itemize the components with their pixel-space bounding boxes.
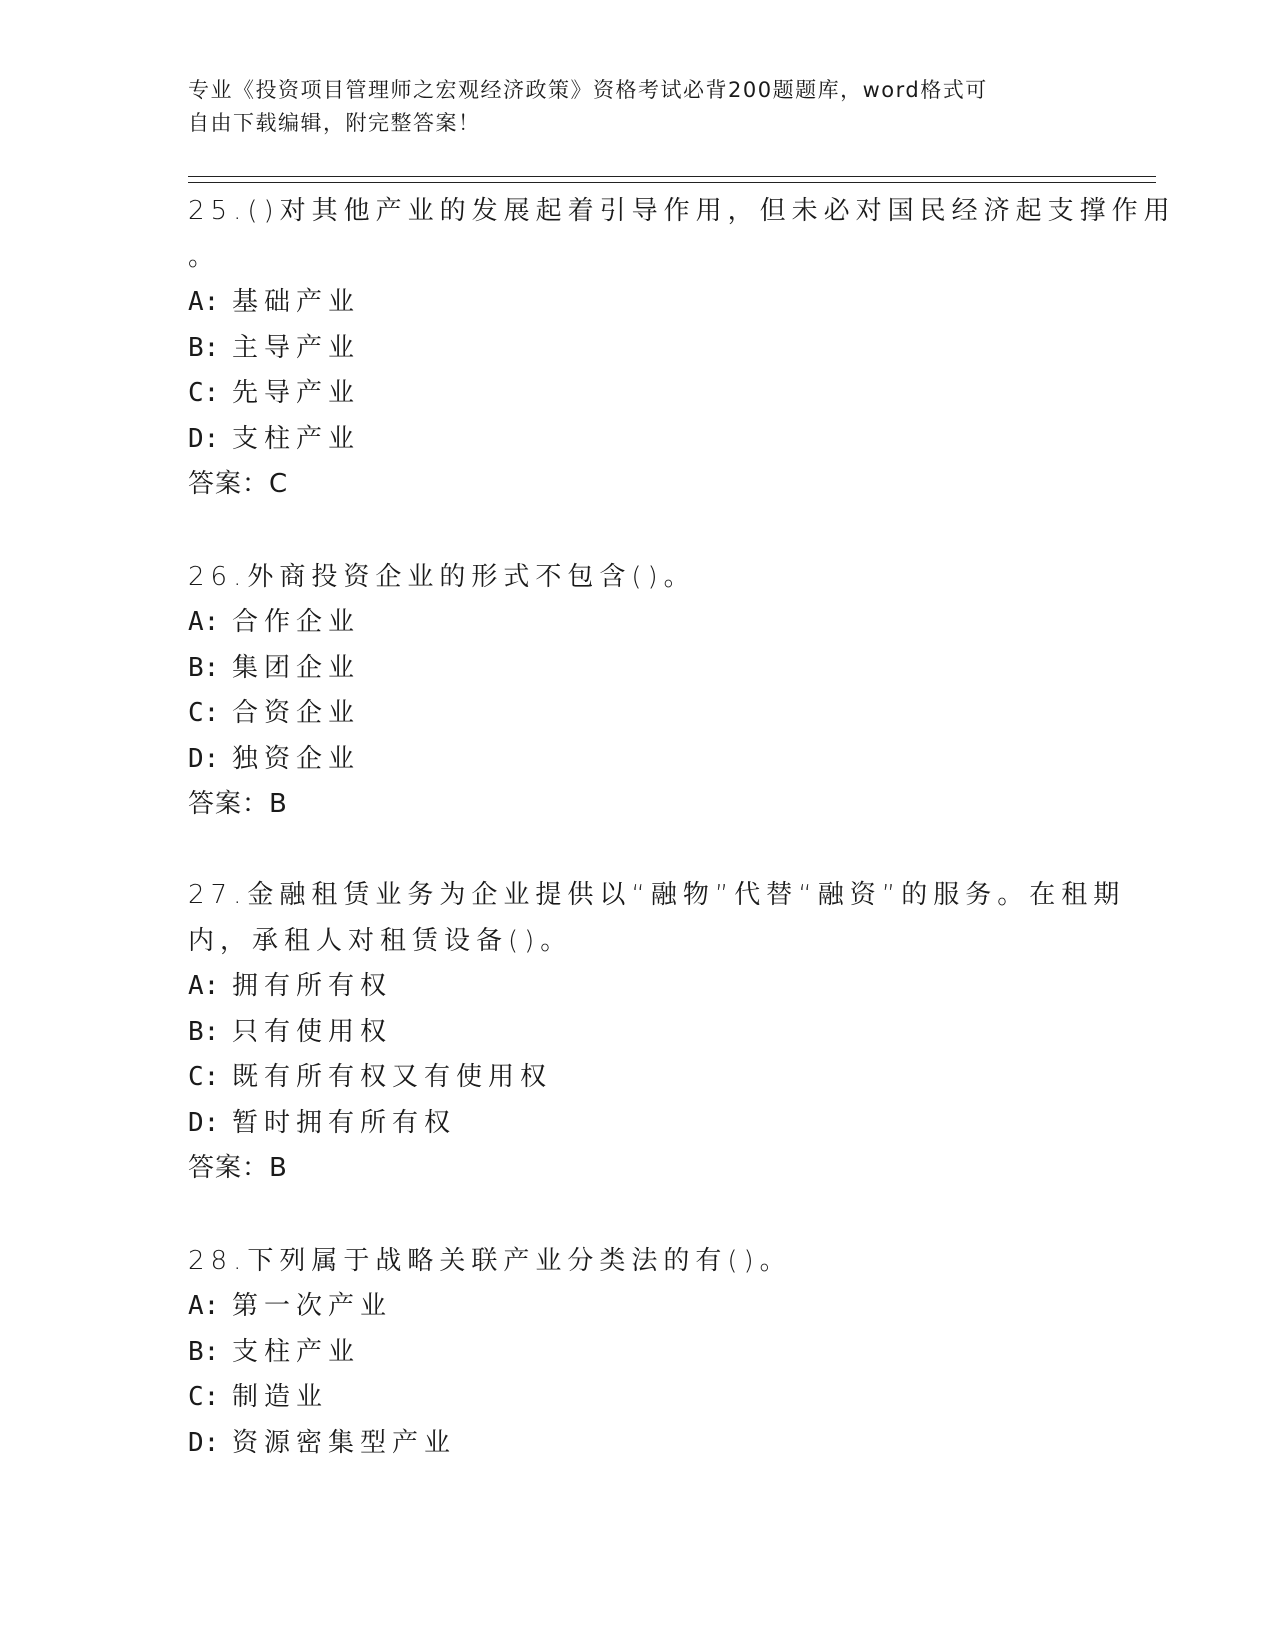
- option-text: 独资企业: [232, 743, 361, 774]
- option-key: C:: [188, 1382, 220, 1412]
- option-key: A:: [188, 1291, 220, 1321]
- header-divider-top: [188, 176, 1156, 177]
- stem-line: 内，承租人对租赁设备()。: [188, 926, 573, 956]
- option-c: [188, 1055, 1088, 1101]
- option-text: 基础产业: [232, 287, 361, 317]
- option-key: C:: [188, 378, 220, 408]
- header-divider-bottom: [188, 182, 1156, 183]
- question-stem: [188, 1238, 1088, 1284]
- option-d: [188, 1101, 1088, 1147]
- option-key: B:: [188, 332, 220, 363]
- answer-line: 答案：B: [188, 789, 288, 819]
- header-line-2: 自由下载编辑，附完整答案！: [188, 111, 481, 135]
- option-text: 制造业: [232, 1382, 329, 1412]
- option-text: 合资企业: [232, 698, 361, 728]
- option-text: 第一次产业: [232, 1291, 393, 1321]
- question-stem: [188, 872, 1126, 964]
- option-d: [188, 737, 1088, 783]
- option-key: A:: [188, 287, 220, 317]
- option-a: [188, 600, 1088, 646]
- option-key: A:: [188, 971, 220, 1001]
- stem-line: 25.()对其他产业的发展起着引导作用，但未必对国民经济起支撑作用: [188, 196, 1176, 226]
- option-key: D:: [188, 1427, 220, 1458]
- stem-line: 26.外商投资企业的形式不包含()。: [188, 562, 696, 592]
- option-b: [188, 646, 1088, 692]
- option-a: [188, 1284, 1088, 1330]
- option-c: [188, 691, 1088, 737]
- question-stem: [188, 188, 1176, 280]
- option-b: [188, 326, 1088, 372]
- answer-line: 答案：B: [188, 1153, 288, 1183]
- option-text: 既有所有权又有使用权: [232, 1062, 553, 1092]
- stem-line: 28.下列属于战略关联产业分类法的有()。: [188, 1246, 792, 1276]
- option-c: [188, 1375, 1088, 1421]
- option-text: 支柱产业: [232, 423, 361, 454]
- option-key: A:: [188, 607, 220, 637]
- option-b: [188, 1330, 1088, 1376]
- answer-line: 答案：C: [188, 469, 289, 499]
- option-a: [188, 964, 1088, 1010]
- option-text: 资源密集型产业: [232, 1427, 457, 1458]
- option-text: 集团企业: [232, 652, 361, 683]
- question-26: [188, 554, 1088, 827]
- question-stem: [188, 554, 1088, 600]
- option-text: 支柱产业: [232, 1336, 361, 1367]
- option-key: D:: [188, 423, 220, 454]
- option-text: 只有使用权: [232, 1016, 393, 1047]
- option-b: [188, 1010, 1088, 1056]
- option-c: [188, 371, 1088, 417]
- option-d: [188, 417, 1088, 463]
- option-key: B:: [188, 1336, 220, 1367]
- question-25: [188, 188, 1176, 507]
- option-text: 主导产业: [232, 332, 361, 363]
- option-key: C:: [188, 698, 220, 728]
- document-header: [188, 74, 1078, 140]
- stem-line: 。: [188, 242, 221, 272]
- option-d: [188, 1421, 1088, 1467]
- option-key: B:: [188, 652, 220, 683]
- option-key: C:: [188, 1062, 220, 1092]
- option-key: B:: [188, 1016, 220, 1047]
- option-key: D:: [188, 1107, 220, 1138]
- option-text: 暂时拥有所有权: [232, 1107, 457, 1138]
- question-28: [188, 1238, 1088, 1466]
- option-text: 拥有所有权: [232, 971, 393, 1001]
- option-text: 合作企业: [232, 607, 361, 637]
- header-line-1: 专业《投资项目管理师之宏观经济政策》资格考试必背200题题库，word格式可: [188, 78, 988, 102]
- option-text: 先导产业: [232, 378, 361, 408]
- question-27: [188, 872, 1126, 1191]
- option-a: [188, 280, 1088, 326]
- option-key: D:: [188, 743, 220, 774]
- stem-line: 27.金融租赁业务为企业提供以“融物”代替“融资”的服务。在租期: [188, 880, 1126, 910]
